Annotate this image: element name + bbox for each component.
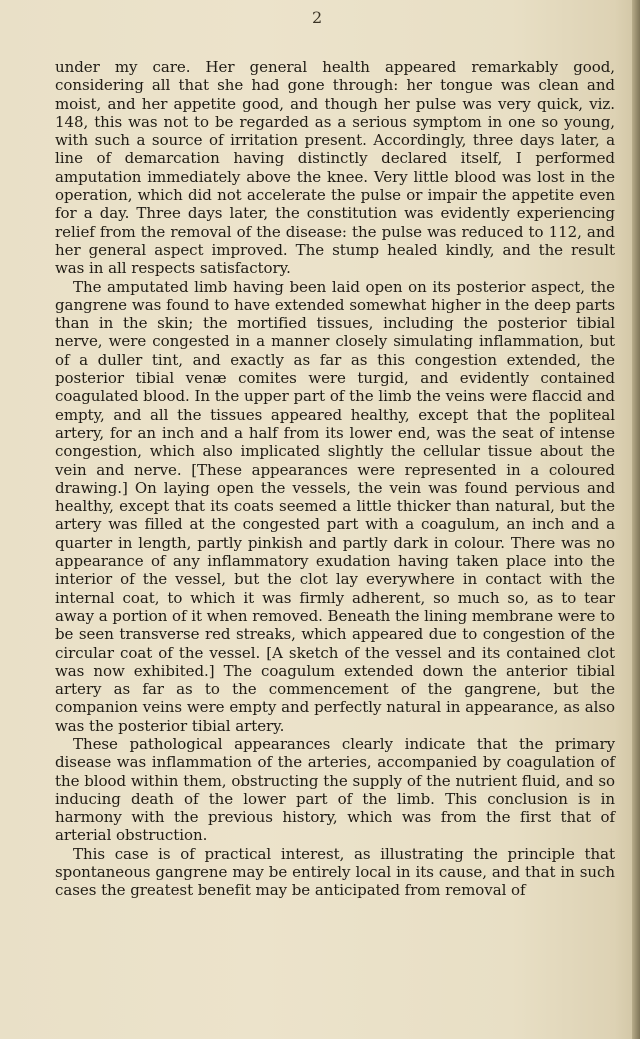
paragraph-1: under my care. Her general health appeared remarkably good, considering all that she had gone through: her tongue was clean and moist, and her appetite good, and though her pulse was very quick, viz. 148, this was not to be regarded as a serious symptom in one so young, with such a source of irritation present. Accordingly, three days later, a line of demarcation having distinctly declared itself, I performed amputation immediately above the knee. Very little blood was lost in the operation, which did not accelerate the pulse or impair the appetite even for a day. Three days later, the constitution was evidently experiencing relief from the removal of the disease: the pulse was reduced to 112, and her general aspect improved. The stump healed kindly, and the result was in all respects satisfactory. [55,58,615,278]
body-text [55,58,615,900]
paragraph-3: These pathological appearances clearly indicate that the primary disease was inflammation of the arteries, accompanied by coagulation of the blood within them, obstructing the supply of the nutrient fluid, and so inducing death of the lower part of the limb. This conclusion is in harmony with the previous history, which was from the first that of arterial obstruction. [55,734,615,845]
page-binding-edge [632,0,640,1039]
paragraph-2: The amputated limb having been laid open on its posterior aspect, the gangrene was found to have extended somewhat higher in the deep parts than in the skin; the mortified tissues, including the posterior tibial nerve, were congested in a manner closely simulating inflammation, but of a duller tint, and exactly as far as this congestion extended, the posterior tibial venæ comites were turgid, and evidently contained coagulated blood. In the upper part of the limb the veins were flaccid and empty, and all the tissues appeared healthy, except that the popliteal artery, for an inch and a half from its lower end, was the seat of intense congestion, which also implicated slightly the cellular tissue about the vein and nerve. [These appearances were represented in a coloured drawing.] On laying open the vessels, the vein was found pervious and healthy, except that its coats seemed a little thicker than natural, but the artery was filled at the congested part with a coagulum, an inch and a quarter in length, partly pinkish and partly dark in colour. There was no appearance of any inflammatory exudation having taken place into the interior of the vessel, but the clot lay everywhere in contact with the internal coat, to which it was firmly adherent, so much so, as to tear away a portion of it when removed. Beneath the lining membrane were to be seen transverse red streaks, which appeared due to congestion of the circular coat of the vessel. [A sketch of the vessel and its contained clot was now exhibited.] The coagulum extended down the anterior tibial artery as far as to the commencement of the gangrene, but the companion veins were empty and perfectly natural in appearance, as also was the posterior tibial artery. [55,277,615,735]
page-number: 2 [312,8,323,27]
paragraph-4: This case is of practical interest, as illustrating the principle that spontaneous gangrene may be entirely local in its cause, and that in such cases the greatest benefit may be anticipated from removal of [55,844,615,900]
